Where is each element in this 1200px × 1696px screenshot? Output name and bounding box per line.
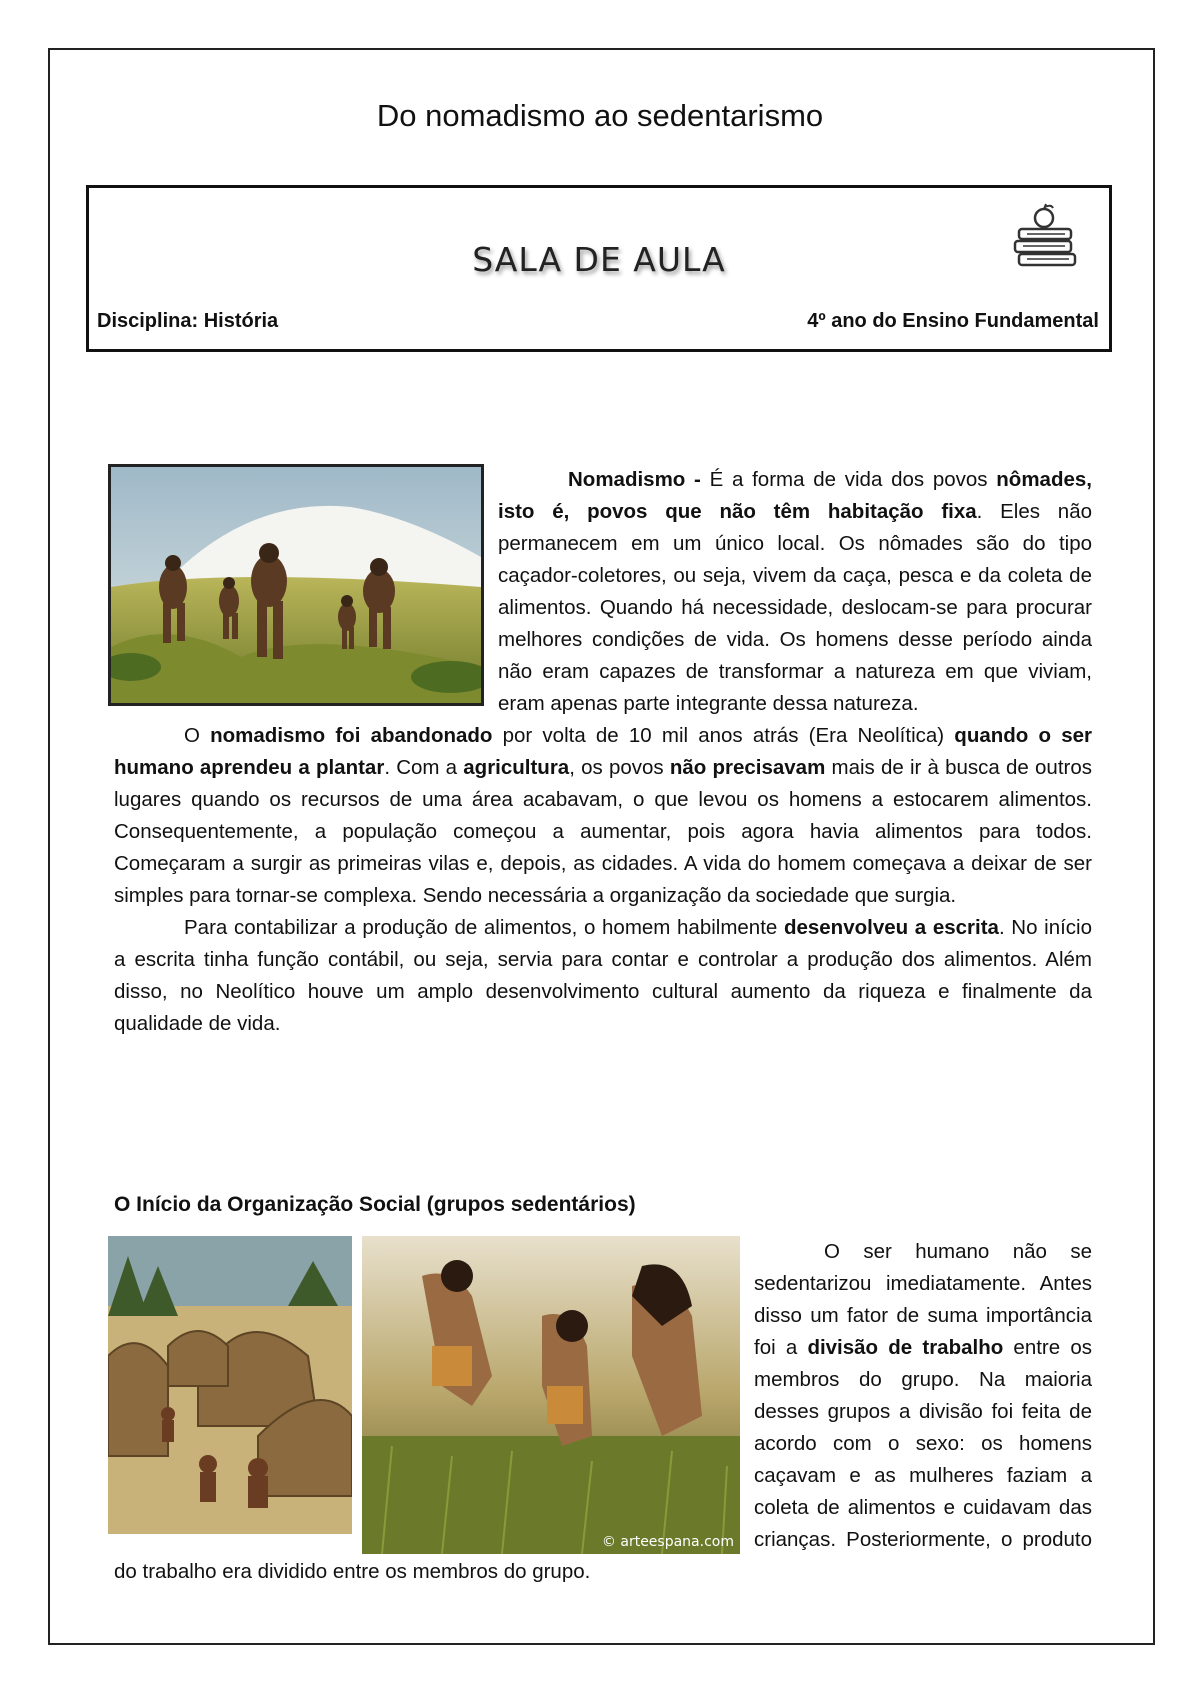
document-title: Do nomadismo ao sedentarismo xyxy=(376,98,824,133)
paragraph-escrita xyxy=(114,912,1092,1040)
header-box xyxy=(86,185,1112,352)
discipline xyxy=(97,310,278,333)
bold-run: nômades, isto é, povos que não têm habitação fixa xyxy=(498,468,1092,523)
bold-run: agricultura xyxy=(463,756,570,779)
discipline-value: História xyxy=(203,310,279,332)
gathering-illustration xyxy=(362,1236,740,1554)
bold-run: divisão de trabalho xyxy=(807,1336,1004,1359)
village-illustration xyxy=(108,1236,352,1534)
text-run: Para contabilizar a produção de alimentos, o homem habilmente xyxy=(184,916,784,939)
text-run: . Com a xyxy=(384,756,464,779)
text-run: por volta de 10 mil anos atrás (Era Neolítica) xyxy=(492,724,955,747)
grade-level: 4º ano do Ensino Fundamental xyxy=(807,310,1099,332)
section-title: O Início da Organização Social (grupos sedentários) xyxy=(114,1193,636,1216)
text-run: . Eles não permanecem em um único local. Os nômades são do tipo caçador-coletores, ou seja, vivem da caça, pesca e da coleta de alimentos. Quando há necessidade, deslocam-se para procurar melhores condições de vida. Os homens desse período ainda não eram capazes de transformar a natureza em que viviam, eram apenas parte integrante dessa natureza. xyxy=(498,500,1092,715)
text-run: mais de ir à busca de outros lugares quando os recursos de uma área acabavam, o que levou os homens a estocarem alimentos. Consequentemente, a população começou a aumentar, pois agora havia alimentos para todos. Começaram a surgir as primeiras vilas e, depois, as cidades. A vida do homem começava a deixar de ser simples para tornar-se complexa. Sendo necessária a organização da sociedade que surgia. xyxy=(114,756,1092,907)
nomads-illustration xyxy=(108,464,484,706)
text-run: . No início a escrita tinha função contábil, ou seja, servia para contar e controlar a produção dos alimentos. Além disso, no Neolítico houve um amplo desenvolvimento cultural aumento da riqueza e finalmente da qualidade de vida. xyxy=(114,916,1092,1035)
text-run: , os povos xyxy=(569,756,670,779)
text-run: entre os membros do grupo. Na maioria desses grupos a divisão foi feita de acordo com o sexo: os homens caçavam e as mulheres faziam a coleta de alimentos e cuidavam das crianças. Posteriormente, o produto do trabalho era dividido entre os membros do grupo. xyxy=(114,1336,1092,1583)
brand-title: SALA DE AULA xyxy=(472,240,726,279)
text-run: É a forma de vida dos povos xyxy=(700,468,997,491)
image-watermark: © arteespana.com xyxy=(601,1534,734,1550)
nomadismo-section xyxy=(114,464,1092,1040)
text-run: O ser humano não se sedentarizou imediatamente. Antes disso um fator de suma importância foi a xyxy=(754,1240,1092,1359)
term-nomadismo: Nomadismo - xyxy=(568,468,701,491)
books-apple-icon xyxy=(1009,202,1079,268)
paragraph-abandono xyxy=(114,720,1092,912)
bold-run: quando o ser humano aprendeu a plantar xyxy=(114,724,1092,779)
discipline-label: Disciplina: xyxy=(97,310,199,332)
bold-run: não precisavam xyxy=(669,756,826,779)
text-run: O xyxy=(184,724,211,747)
bold-run: desenvolveu a escrita xyxy=(783,916,999,939)
bold-run: nomadismo foi abandonado xyxy=(210,724,493,747)
organizacao-section xyxy=(114,1236,1092,1588)
